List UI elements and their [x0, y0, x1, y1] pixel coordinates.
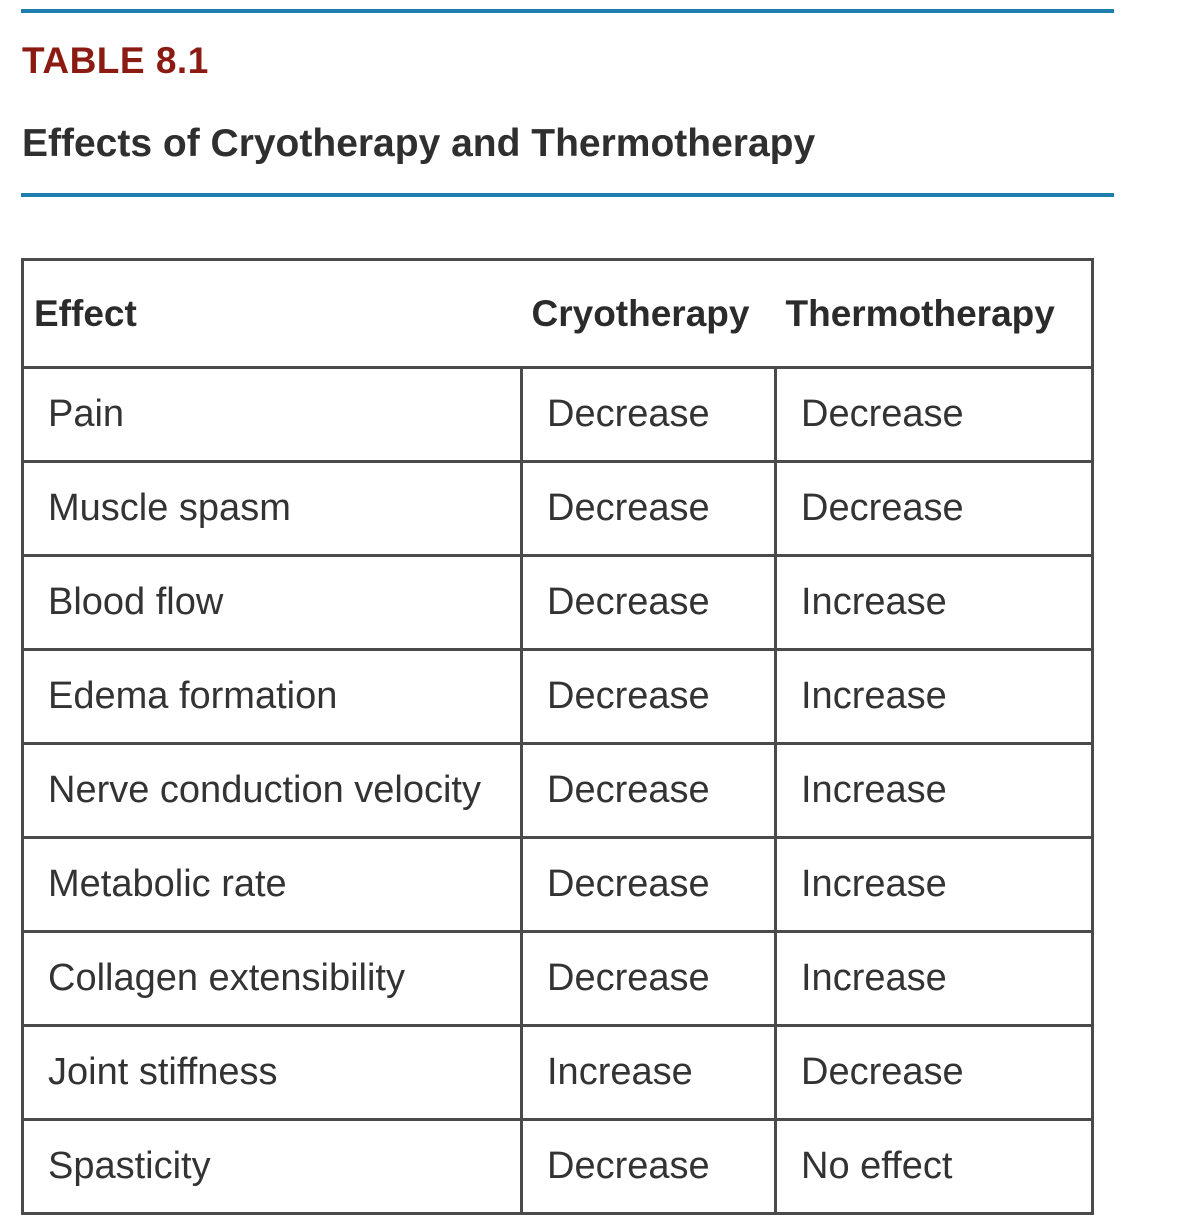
table-title: Effects of Cryotherapy and Thermotherapy — [22, 122, 816, 165]
table-row — [23, 1120, 1093, 1214]
effect-cell: Metabolic rate — [23, 838, 522, 932]
table-row — [23, 838, 1093, 932]
column-header-thermotherapy: Thermotherapy — [776, 260, 1093, 368]
effect-cell: Blood flow — [23, 556, 522, 650]
column-header-effect: Effect — [23, 260, 522, 368]
cryotherapy-cell: Decrease — [522, 1120, 776, 1214]
table-row — [23, 556, 1093, 650]
cryotherapy-cell: Decrease — [522, 368, 776, 462]
cryotherapy-cell: Decrease — [522, 932, 776, 1026]
effect-cell: Collagen extensibility — [23, 932, 522, 1026]
title-rule — [21, 193, 1114, 197]
effect-cell: Joint stiffness — [23, 1026, 522, 1120]
table-row — [23, 1026, 1093, 1120]
table-row — [23, 744, 1093, 838]
effect-cell: Pain — [23, 368, 522, 462]
thermotherapy-cell: Decrease — [776, 462, 1093, 556]
effects-table — [21, 258, 1094, 1215]
cryotherapy-cell: Increase — [522, 1026, 776, 1120]
thermotherapy-cell: Increase — [776, 744, 1093, 838]
cryotherapy-cell: Decrease — [522, 556, 776, 650]
effect-cell: Nerve conduction velocity — [23, 744, 522, 838]
column-header-cryotherapy: Cryotherapy — [522, 260, 776, 368]
table-row — [23, 650, 1093, 744]
thermotherapy-cell: Decrease — [776, 368, 1093, 462]
effect-cell: Spasticity — [23, 1120, 522, 1214]
cryotherapy-cell: Decrease — [522, 462, 776, 556]
thermotherapy-cell: Increase — [776, 650, 1093, 744]
thermotherapy-cell: Increase — [776, 556, 1093, 650]
table-header-row — [23, 260, 1093, 368]
top-rule — [21, 9, 1114, 13]
table-row — [23, 932, 1093, 1026]
effect-cell: Edema formation — [23, 650, 522, 744]
effect-cell: Muscle spasm — [23, 462, 522, 556]
table-row — [23, 462, 1093, 556]
thermotherapy-cell: Increase — [776, 932, 1093, 1026]
table-row — [23, 368, 1093, 462]
thermotherapy-cell: Decrease — [776, 1026, 1093, 1120]
thermotherapy-cell: Increase — [776, 838, 1093, 932]
cryotherapy-cell: Decrease — [522, 650, 776, 744]
cryotherapy-cell: Decrease — [522, 838, 776, 932]
table-number: TABLE 8.1 — [22, 40, 209, 81]
thermotherapy-cell: No effect — [776, 1120, 1093, 1214]
cryotherapy-cell: Decrease — [522, 744, 776, 838]
